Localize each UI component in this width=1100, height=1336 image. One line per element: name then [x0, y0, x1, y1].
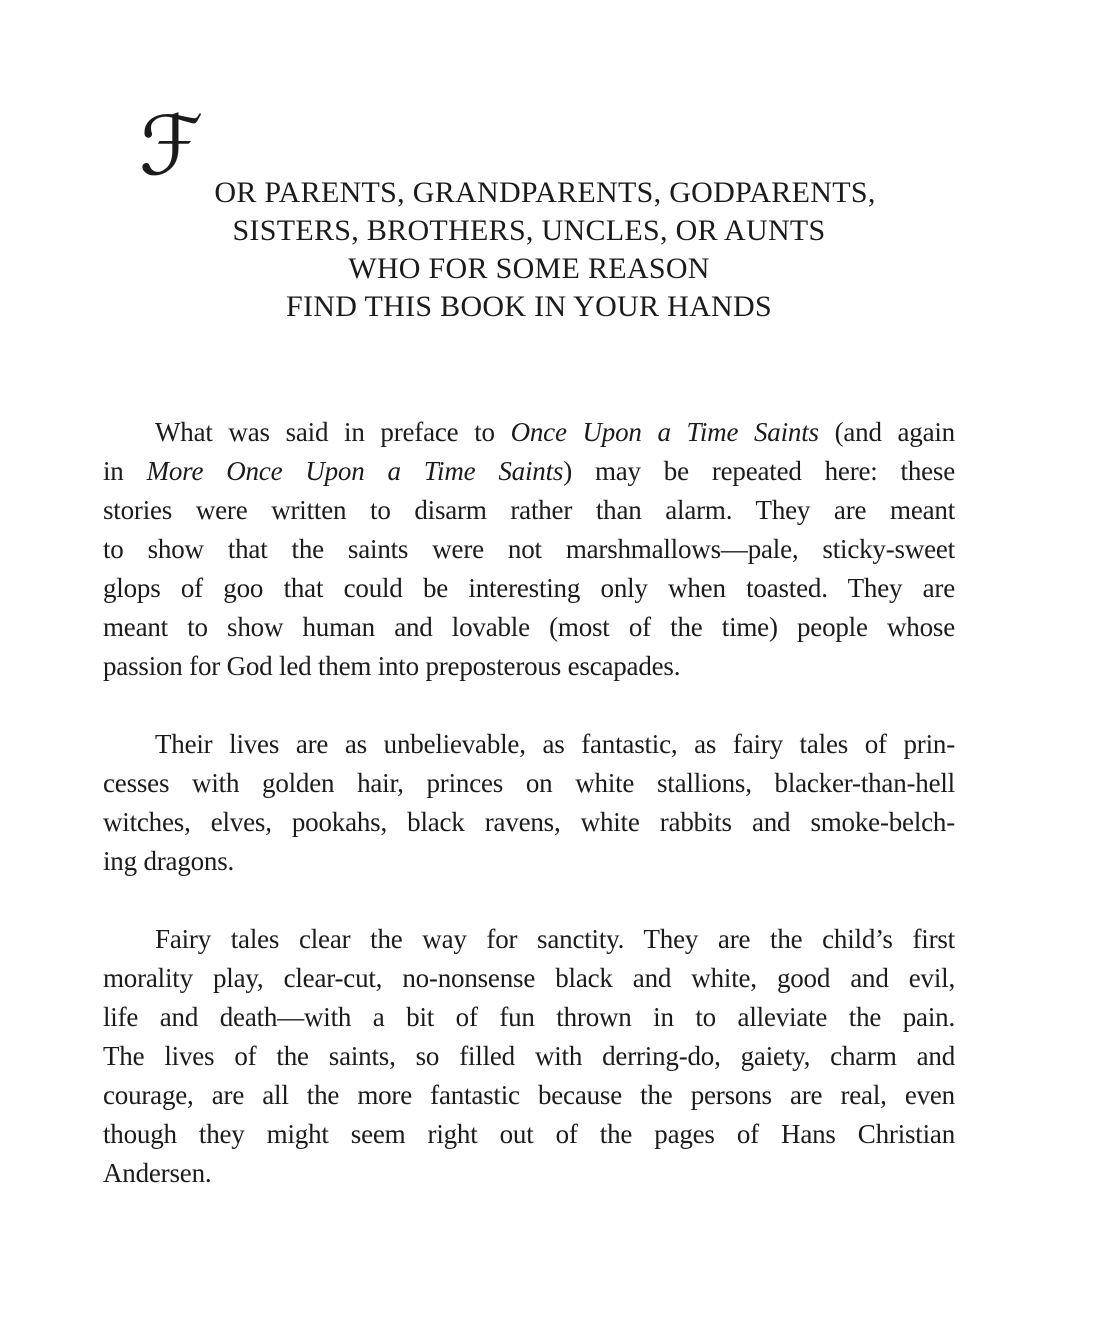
heading-line-2: SISTERS, BROTHERS, UNCLES, OR AUNTS [232, 214, 826, 247]
text-line: The lives of the saints, so filled with derring-do, gaiety, charm and [103, 1041, 955, 1071]
paragraph [103, 725, 955, 881]
text-line: Andersen. [103, 1158, 212, 1188]
paragraph [103, 920, 955, 1193]
heading-line-1 [103, 99, 955, 212]
heading-line-4: FIND THIS BOOK IN YOUR HANDS [286, 290, 772, 323]
text-line: life and death—with a bit of fun thrown in to alleviate the pain. [103, 1002, 955, 1032]
text-line: ing dragons. [103, 846, 235, 876]
text-line: cesses with golden hair, princes on white stallions, blacker-than-hell [103, 768, 955, 798]
text-line: witches, elves, pookahs, black ravens, white rabbits and smoke-belch- [103, 807, 955, 837]
text-line: glops of goo that could be interesting only when toasted. They are [103, 573, 955, 603]
dropcap-letter-f: ℱ [139, 99, 204, 194]
text-line: though they might seem right out of the pages of Hans Christian [103, 1119, 955, 1149]
heading-line-1-text: OR PARENTS, GRANDPARENTS, GODPARENTS, [214, 176, 876, 209]
dedication-heading [103, 99, 955, 326]
body-text [103, 413, 955, 1193]
text-line: Their lives are as unbelievable, as fantastic, as fairy tales of prin- [155, 729, 955, 759]
text-line: to show that the saints were not marshmallows—pale, sticky-sweet [103, 534, 955, 564]
paragraph [103, 413, 955, 686]
text-line: meant to show human and lovable (most of the time) people whose [103, 612, 955, 642]
text-line: passion for God led them into preposterous escapades. [103, 651, 681, 681]
heading-line-3: WHO FOR SOME REASON [348, 252, 710, 285]
text-line: morality play, clear-cut, no-nonsense black and white, good and evil, [103, 963, 955, 993]
text-line: courage, are all the more fantastic because the persons are real, even [103, 1080, 955, 1110]
text-line: stories were written to disarm rather than alarm. They are meant [103, 495, 955, 525]
text-line: What was said in preface to Once Upon a Time Saints (and again [155, 417, 955, 447]
text-line: in More Once Upon a Time Saints) may be repeated here: these [103, 456, 955, 486]
text-line: Fairy tales clear the way for sanctity. They are the child’s first [155, 924, 955, 954]
